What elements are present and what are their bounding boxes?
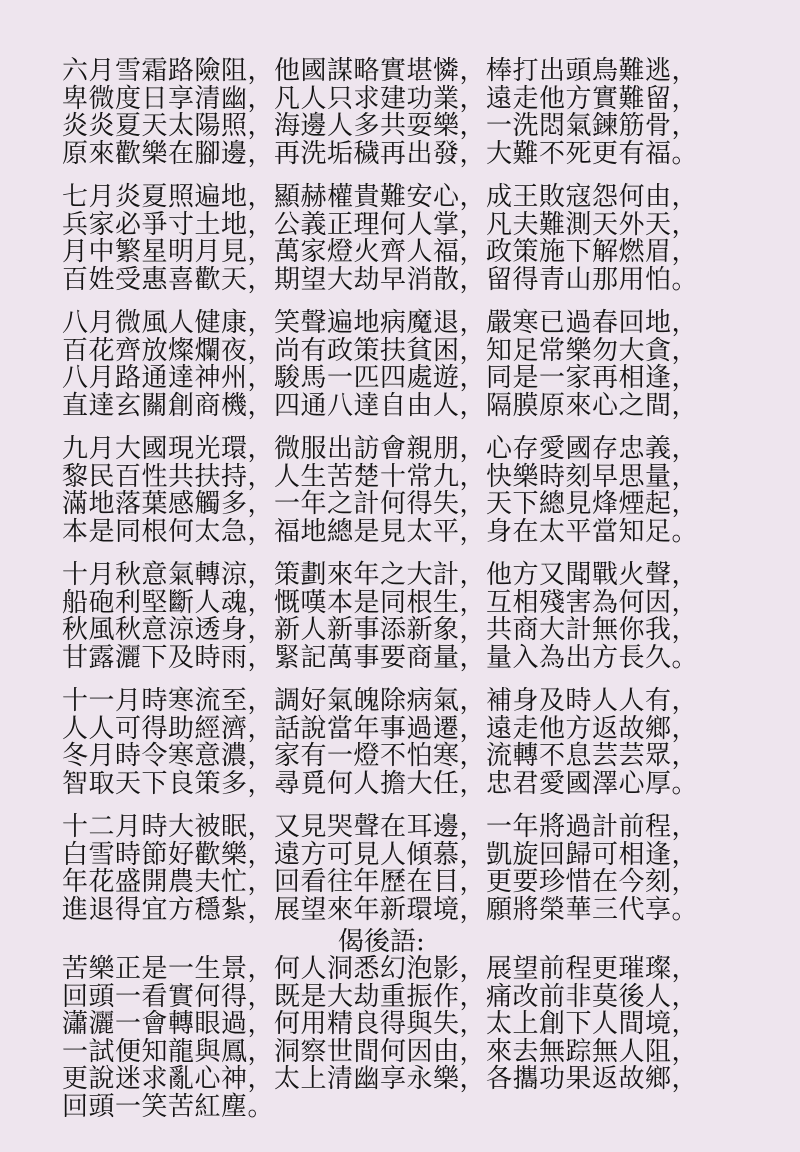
poem-line: 秋風秋意涼透身，新人新事添新象，共商大計無你我， [62, 615, 699, 645]
epilogue-line: 回頭一笑苦紅塵。 [62, 1091, 275, 1122]
poem-line: 甘露灑下及時雨，緊記萬事要商量，量入為出方長久。 [62, 642, 699, 673]
epilogue-line: 回頭一看實何得，既是大劫重振作，痛改前非莫後人， [62, 981, 699, 1012]
poem-line: 十一月時寒流至，調好氣魄除病氣，補身及時人人有， [62, 686, 699, 716]
poem-line: 船砲利堅斷人魂，慨嘆本是同根生，互相殘害為何因， [62, 587, 699, 618]
poem-line: 十二月時大被眠，又見哭聲在耳邊，一年將過計前程， [62, 812, 699, 842]
epilogue-line: 一試便知龍與鳳，洞察世間何因由，來去無踪無人阻， [62, 1036, 699, 1067]
poem-line: 智取天下良策多，尋覓何人擔大任，忠君愛國澤心厚。 [62, 768, 699, 799]
poem-line: 年花盛開農夫忙，回看往年歷在目，更要珍惜在今刻， [62, 867, 699, 897]
stanza-november [62, 688, 762, 798]
epilogue-stanza [62, 956, 762, 1121]
poem-line: 進退得宜方穩紮，展望來年新環境，願將榮華三代享。 [62, 894, 699, 925]
epilogue-line: 瀟灑一會轉眼過，何用精良得與失，太上創下人間境， [62, 1009, 699, 1039]
poem-line: 原來歡樂在腳邊，再洗垢穢再出發，大難不死更有福。 [62, 138, 699, 169]
poem-line: 直達玄關創商機，四通八達自由人，隔膜原來心之間， [62, 390, 699, 421]
epilogue-line: 更說迷求亂心神，太上清幽享永樂，各攜功果返故鄉， [62, 1064, 699, 1094]
stanza-july [62, 184, 762, 294]
poem-line: 卑微度日享清幽，凡人只求建功業，遠走他方實難留， [62, 83, 699, 114]
poem-line: 白雪時節好歡樂，遠方可見人傾慕，凱旋回歸可相逢， [62, 839, 699, 870]
poem-line: 人人可得助經濟，話說當年事過遷，遠走他方返故鄉， [62, 713, 699, 744]
poem-line: 七月炎夏照遍地，顯赫權貴難安心，成王敗寇怨何由， [62, 182, 699, 212]
poem-line: 兵家必爭寸土地，公義正理何人掌，凡夫難測天外天， [62, 209, 699, 240]
poem-line: 冬月時令寒意濃，家有一燈不怕寒，流轉不息芸芸眾， [62, 741, 699, 771]
epilogue-heading: 偈後語: [338, 927, 425, 957]
poem-line: 十月秋意氣轉涼，策劃來年之大計，他方又聞戰火聲， [62, 560, 699, 590]
poem-line: 本是同根何太急，福地總是見太平，身在太平當知足。 [62, 516, 699, 547]
poem-line: 百花齊放燦爛夜，尚有政策扶貧困，知足常樂勿大貪， [62, 335, 699, 366]
poem-line: 八月路通達神州，駿馬一匹四處遊，同是一家再相逢， [62, 363, 699, 393]
stanza-october [62, 562, 762, 672]
epilogue-line: 苦樂正是一生景，何人洞悉幻泡影，展望前程更璀璨， [62, 954, 699, 984]
stanza-august [62, 310, 762, 420]
poem-line: 百姓受惠喜歡天，期望大劫早消散，留得青山那用怕。 [62, 264, 699, 295]
poem-line: 九月大國現光環，微服出訪會親朋，心存愛國存忠義， [62, 434, 699, 464]
stanza-june [62, 58, 762, 168]
poem-line: 黎民百性共扶持，人生苦楚十常九，快樂時刻早思量， [62, 461, 699, 492]
poem-line: 六月雪霜路險阻，他國謀略實堪憐，棒打出頭鳥難逃， [62, 56, 699, 86]
stanza-september [62, 436, 762, 546]
poem-line: 八月微風人健康，笑聲遍地病魔退，嚴寒已過春回地， [62, 308, 699, 338]
poem-line: 月中繁星明月見，萬家燈火齊人福，政策施下解燃眉， [62, 237, 699, 267]
poem-line: 炎炎夏天太陽照，海邊人多共耍樂，一洗悶氣鍊筋骨， [62, 111, 699, 141]
stanza-december [62, 814, 762, 924]
poem-line: 滿地落葉感觸多，一年之計何得失，天下總見烽煙起， [62, 489, 699, 519]
